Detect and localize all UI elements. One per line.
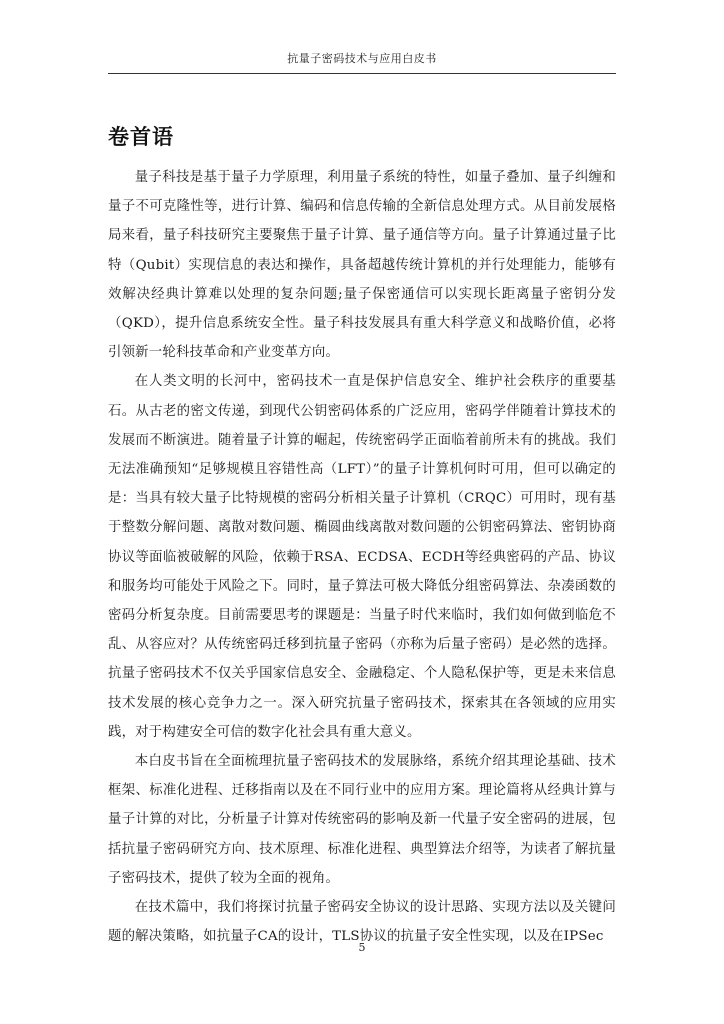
page-number: 5 bbox=[358, 941, 366, 954]
paragraph-3: 本白皮书旨在全面梳理抗量子密码技术的发展脉络，系统介绍其理论基础、技术框架、标准化进程、迁移指南以及在不同行业中的应用方案。理论篇将从经典计算与量子计算的对比，分析量子计算对传统密码的影响及新一代量子安全密码的进展，包括抗量子密码研究方向、技术原理、标准化进程、典型算法介绍等，为读者了解抗量子密码技术，提供了较为全面的视角。 bbox=[108, 754, 616, 886]
body-text bbox=[108, 163, 616, 951]
section-title: 卷首语 bbox=[108, 125, 174, 149]
header-divider bbox=[108, 73, 616, 74]
running-header: 抗量子密码技术与应用白皮书 bbox=[287, 52, 437, 65]
paragraph-2: 在人类文明的长河中，密码技术一直是保护信息安全、维护社会秩序的重要基石。从古老的密文传递，到现代公钥密码体系的广泛应用，密码学伴随着计算技术的发展而不断演进。随着量子计算的崛起，传统密码学正面临着前所未有的挑战。我们无法准确预知“足够规模且容错性高（LFT）”的量子计算机何时可用，但可以确定的是：当具有较大量子比特规模的密码分析相关量子计算机（CRQC）可用时，现有基于整数分解问题、离散对数问题、椭圆曲线离散对数问题的公钥密码算法、密钥协商协议等面临被破解的风险，依赖于RSA、ECDSA、ECDH等经典密码的产品、协议和服务均可能处于风险之下。同时，量子算法可极大降低分组密码算法、杂凑函数的密码分析复杂度。目前需要思考的课题是：当量子时代来临时，我们如何做到临危不乱、从容应对？从传统密码迁移到抗量子密码（亦称为后量子密码）是必然的选择。抗量子密码技术不仅关乎国家信息安全、金融稳定、个人隐私保护等，更是未来信息技术发展的核心竞争力之一。深入研究抗量子密码技术，探索其在各领域的应用实践，对于构建安全可信的数字化社会具有重大意义。 bbox=[108, 374, 616, 740]
paragraph-1: 量子科技是基于量子力学原理，利用量子系统的特性，如量子叠加、量子纠缠和量子不可克隆性等，进行计算、编码和信息传输的全新信息处理方式。从目前发展格局来看，量子科技研究主要聚焦于量子计算、量子通信等方向。量子计算通过量子比特（Qubit）实现信息的表达和操作，具备超越传统计算机的并行处理能力，能够有效解决经典计算难以处理的复杂问题;量子保密通信可以实现长距离量子密钥分发（QKD），提升信息系统安全性。量子科技发展具有重大科学意义和战略价值，必将引领新一轮科技革命和产业变革方向。 bbox=[108, 170, 616, 361]
paragraph-4: 在技术篇中，我们将探讨抗量子密码安全协议的设计思路、实现方法以及关键问题的解决策略，如抗量子CA的设计，TLS协议的抗量子安全性实现，以及在IPSec bbox=[108, 900, 616, 945]
